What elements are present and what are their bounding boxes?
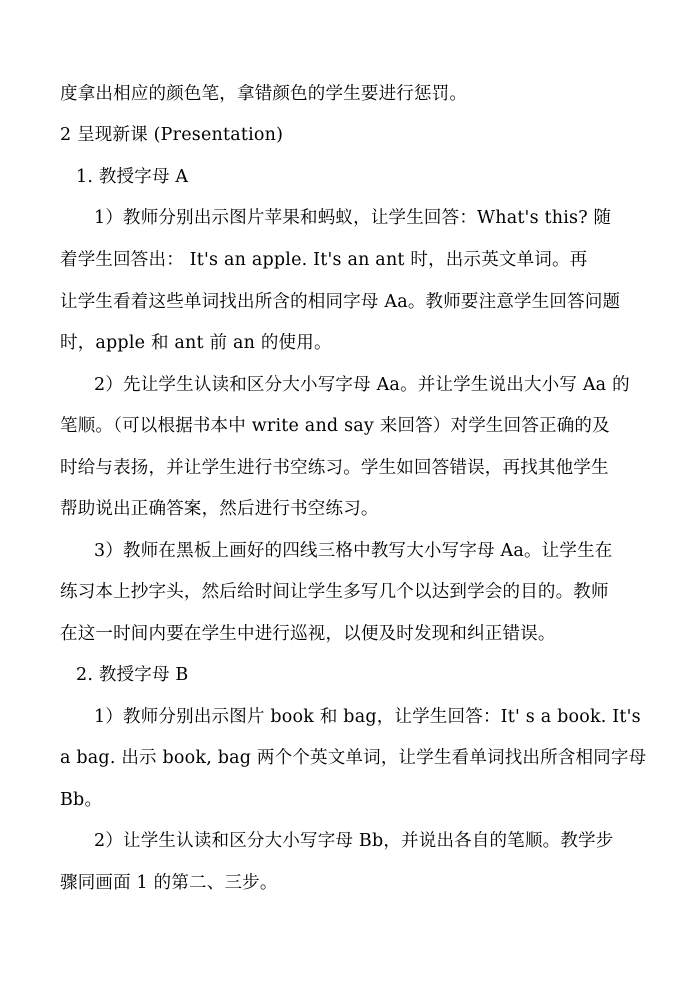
text-line: 骤同画面 1 的第二、三步。 [60,873,278,893]
paragraph-start: 3）教师在黑板上画好的四线三格中教写大小写字母 Aa。让学生在 [94,541,613,561]
text-line: a bag. 出示 book, bag 两个个英文单词，让学生看单词找出所含相同字母 [60,748,647,768]
text-line: 时，apple 和 ant 前 an 的使用。 [60,333,332,353]
text-line: 着学生回答出： It's an apple. It's an ant 时，出示英文单词。再 [60,250,588,270]
text-line: 时给与表扬，并让学生进行书空练习。学生如回答错误，再找其他学生 [60,458,609,478]
text-line: 度拿出相应的颜色笔，拿错颜色的学生要进行惩罚。 [60,84,468,104]
text-line: 笔顺。（可以根据书本中 write and say 来回答）对学生回答正确的及 [60,416,610,436]
text-line: 让学生看着这些单词找出所含的相同字母 Aa。教师要注意学生回答问题 [60,292,621,312]
text-line: 帮助说出正确答案，然后进行书空练习。 [60,499,379,519]
paragraph-start: 2）先让学生认读和区分大小写字母 Aa。并让学生说出大小写 Aa 的 [94,375,630,395]
paragraph-start: 1）教师分别出示图片苹果和蚂蚁，让学生回答：What's this? 随 [94,208,612,228]
subsection-heading: 2. 教授字母 B [76,665,189,685]
text-line: Bb。 [60,790,103,810]
paragraph-start: 2）让学生认读和区分大小写字母 Bb，并说出各自的笔顺。教学步 [94,831,614,851]
text-line: 在这一时间内要在学生中进行巡视，以便及时发现和纠正错误。 [60,624,556,644]
paragraph-start: 1）教师分别出示图片 book 和 bag，让学生回答：It' s a book. It's [94,707,641,727]
subsection-heading: 1. 教授字母 A [76,167,189,187]
section-heading: 2 呈现新课 (Presentation) [60,125,284,145]
text-line: 练习本上抄字头，然后给时间让学生多写几个以达到学会的目的。教师 [60,582,609,602]
